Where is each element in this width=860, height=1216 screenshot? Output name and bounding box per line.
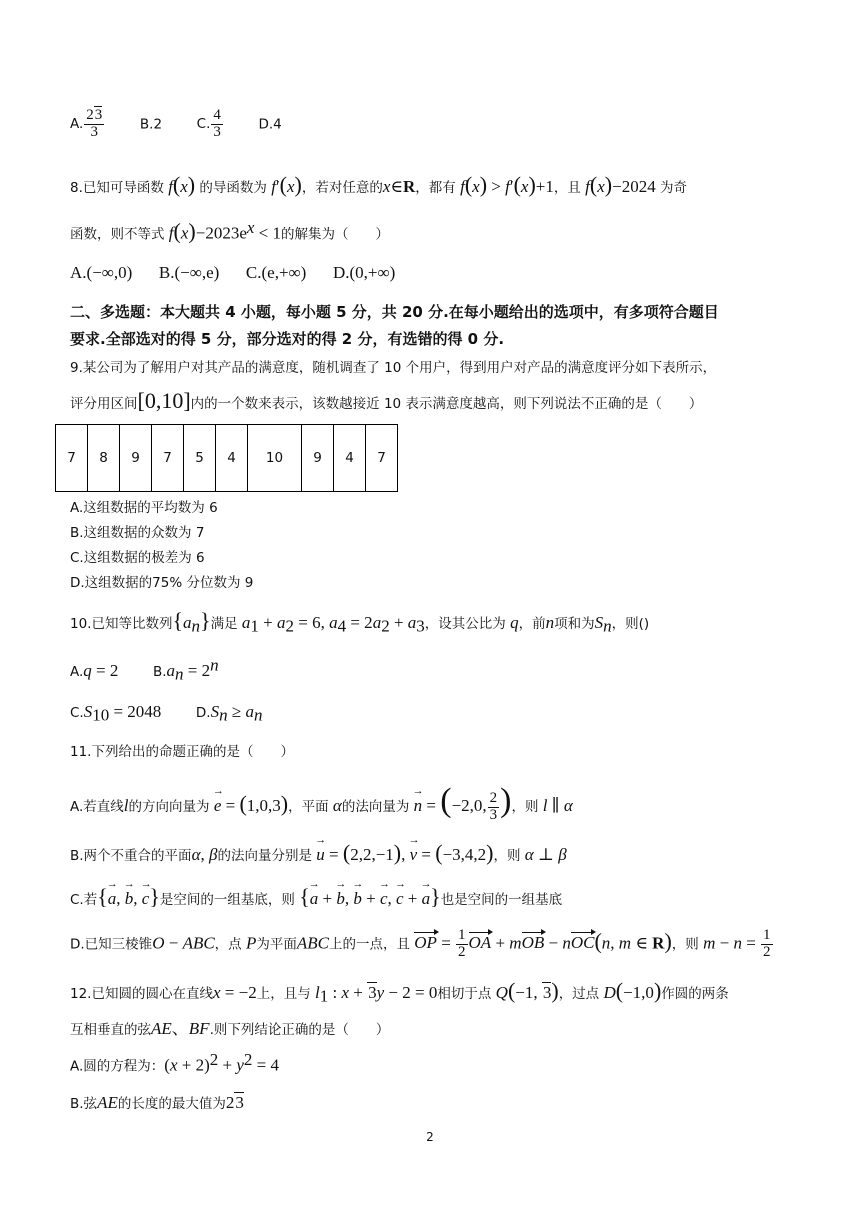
score-cell: 7: [56, 425, 88, 492]
q8-stem-line-1: 8.已知可导函数 f(x) 的导函数为 f′(x)，若对任意的x∈R，都有 f(x) > f′(x)+1，且 f(x)−2024 为奇: [70, 172, 687, 197]
q7-option-d: D.4: [258, 116, 282, 133]
score-cell: 8: [88, 425, 120, 492]
score-cell: 10: [248, 425, 302, 492]
q12-stem-line-1: 12.已知圆的圆心在直线x = −2上，且与 $l_1$ : x + 3y − 2 = 0相切于点 Q(−1, 3)，过点 D(−1,0)作圆的两条: [70, 978, 729, 1006]
q12-option-a: A.圆的方程为：$(x + 2)^2 + y^2 = 4$: [70, 1050, 279, 1075]
q8-option-b: B.(−∞,e): [158, 263, 220, 282]
q9-stem-line-2: 评分用区间[0,10]内的一个数来表示，该数越接近 10 表示满意度越高，则下列说法不正确的是（ ）: [70, 388, 703, 413]
q11-option-a: A.若直线l的方向向量为 → e = (1,0,3)，平面 α的法向量为 → n = (−2,0, $\frac{2}{3}$ )，则 l ∥ α: [70, 782, 573, 823]
q7-option-a: A. $\frac{23}{3}$: [70, 107, 103, 140]
q8-options: [70, 263, 395, 283]
score-cell: 4: [216, 425, 248, 492]
score-cell: 4: [334, 425, 366, 492]
q9-stem-line-1: 9.某公司为了解用户对其产品的满意度，随机调查了 10 个用户，得到用户对产品的满意度评分如下表所示，: [70, 360, 717, 376]
q11-option-b: B.两个不重合的平面α, β的法向量分别是 → u = (2,2,−1), → v = (−3,4,2)，则 α ⊥ β: [70, 840, 567, 866]
q9-option-b: B.这组数据的众数为 7: [70, 525, 205, 541]
q9-option-d: D.这组数据的75% 分位数为 9: [70, 575, 254, 591]
q9-score-table: [55, 424, 398, 492]
q10-option-c: $C.S_{10} = 2048$: [70, 702, 162, 725]
table-row: [56, 425, 398, 492]
q7-option-c: C. $\frac{4}{3}$: [196, 107, 221, 140]
q10-option-a: A.q = 2: [70, 660, 119, 680]
q10-stem: 10.已知等比数列$\{a_n\}$满足 $a_1 + a_2 = 6$, $a_4 = 2a_2 + a_3$，设其公比为 q，前n项和为$S_n$，则(): [70, 608, 650, 636]
q8-stem-line-2: 函数，则不等式 $f(x)-2023e^x < 1$的解集为（ ）: [70, 218, 390, 244]
q10-options-ab: [70, 655, 219, 684]
q9-option-a: A.这组数据的平均数为 6: [70, 500, 218, 516]
section2-heading-line-2: 要求.全部选对的得 5 分，部分选对的得 2 分，有选错的得 0 分.: [70, 330, 505, 348]
q10-option-d: $D.S_n \ge a_n$: [195, 702, 263, 725]
q12-option-b: B.弦AE的长度的最大值为23: [70, 1093, 244, 1112]
q11-stem: 11.下列给出的命题正确的是（ ）: [70, 744, 294, 760]
q10-option-b: $B.a_n = 2^n$: [152, 655, 219, 684]
q8-option-c: C.(e,+∞): [245, 263, 307, 282]
section2-heading-line-1: 二、多选题：本大题共 4 小题，每小题 5 分，共 20 分.在每小题给出的选项中，有多项符合题目: [70, 303, 719, 321]
q10-options-cd: [70, 702, 262, 726]
q7-option-b: B.2: [139, 116, 163, 133]
score-cell: 9: [302, 425, 334, 492]
q11-option-c: C.若{→ a, → b, → c}是空间的一组基底，则 {→ a + → b, → b + → c, → c + → a}也是空间的一组基底: [70, 884, 562, 910]
q11-option-d: D.已知三棱锥O − ABC，点 P为平面ABC上的一点，且 OP = $\frac{1}{2}$ OA + mOB − nOC(n, m ∈ R)，则 m − n = $\frac{1}{2}$: [70, 927, 771, 960]
score-cell: 5: [184, 425, 216, 492]
q9-interval: [0,10]: [137, 388, 191, 413]
page-number: 2: [426, 1130, 434, 1144]
q9-option-c: C.这组数据的极差为 6: [70, 550, 205, 566]
q8-option-a: A.(−∞,0): [70, 263, 133, 282]
score-cell: 7: [366, 425, 398, 492]
q8-option-d: D.(0,+∞): [332, 263, 396, 282]
q12-stem-line-2: 互相垂直的弦AE、BF.则下列结论正确的是（ ）: [70, 1019, 390, 1038]
q7-options: [70, 108, 282, 141]
score-cell: 7: [152, 425, 184, 492]
score-cell: 9: [120, 425, 152, 492]
